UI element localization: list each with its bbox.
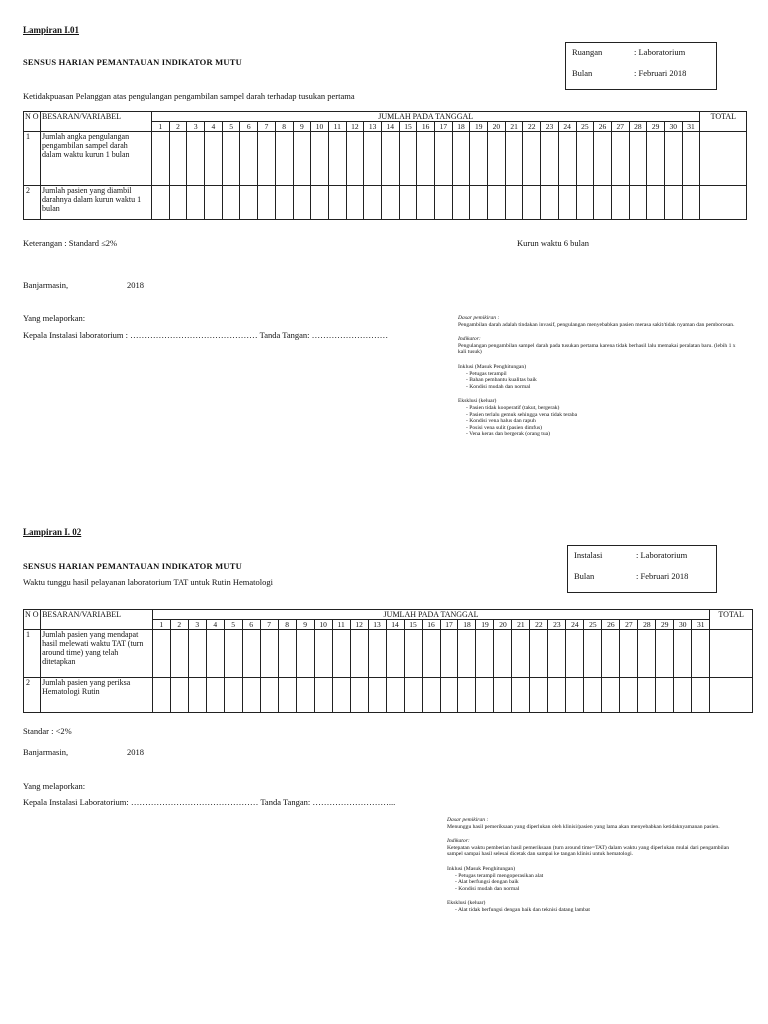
day-cell[interactable]	[242, 630, 260, 678]
day-cell[interactable]	[328, 132, 346, 186]
day-cell[interactable]	[275, 186, 293, 220]
day-cell[interactable]	[346, 186, 364, 220]
day-cell[interactable]	[584, 678, 602, 713]
day-cell[interactable]	[386, 678, 404, 713]
day-cell[interactable]	[224, 630, 242, 678]
day-cell[interactable]	[476, 630, 494, 678]
day-header: 5	[224, 620, 242, 630]
day-cell[interactable]	[399, 186, 417, 220]
dasar-pemikiran-heading: Dasar pemikiran :	[447, 817, 489, 823]
day-cell[interactable]	[206, 678, 224, 713]
day-header: 23	[548, 620, 566, 630]
list-item: - Pasien tidak kooperatif (takut, bergerak)	[466, 405, 738, 412]
day-header: 6	[240, 122, 258, 132]
row-variable: Jumlah angka pengulangan pengambilan sampel darah dalam waktu kurun 1 bulan	[41, 132, 152, 186]
day-cell[interactable]	[293, 186, 311, 220]
day-cell[interactable]	[611, 186, 629, 220]
notes-block-2	[447, 817, 737, 914]
row-number: 2	[24, 186, 41, 220]
day-header: 3	[187, 122, 205, 132]
lampiran-label-2: Lampiran I. 02	[23, 527, 82, 537]
indikator-text: Pengulangan pengambilan sampel darah pada tusukan pertama karena tidak berhasil lalu memakai peralatan baru. (lebih 1 x kali tusuk)	[458, 342, 736, 356]
reporter-label-1: Yang melaporkan:	[23, 313, 86, 323]
day-cell[interactable]	[674, 678, 692, 713]
total-cell[interactable]	[700, 186, 747, 220]
day-cell[interactable]	[558, 132, 576, 186]
header-variable: BESARAN/VARIABEL	[41, 610, 153, 630]
day-header: 27	[620, 620, 638, 630]
row-variable: Jumlah pasien yang diambil darahnya dalam kurun waktu 1 bulan	[41, 186, 152, 220]
list-item: - Kondisi mudah dan normal	[466, 384, 738, 391]
total-cell[interactable]	[710, 630, 753, 678]
day-cell[interactable]	[602, 630, 620, 678]
day-header: 25	[576, 122, 594, 132]
day-cell[interactable]	[314, 678, 332, 713]
day-header: 15	[399, 122, 417, 132]
day-cell[interactable]	[620, 630, 638, 678]
day-cell[interactable]	[638, 630, 656, 678]
day-header: 8	[275, 122, 293, 132]
day-cell[interactable]	[594, 132, 612, 186]
day-header: 2	[170, 620, 188, 630]
day-cell[interactable]	[293, 132, 311, 186]
day-cell[interactable]	[488, 186, 506, 220]
day-cell[interactable]	[364, 132, 382, 186]
indikator-heading: Indikator:	[447, 838, 470, 845]
year-text-1: 2018	[127, 280, 144, 290]
header-total: TOTAL	[700, 112, 747, 132]
day-cell[interactable]	[548, 678, 566, 713]
day-cell[interactable]	[452, 132, 470, 186]
day-cell[interactable]	[169, 132, 187, 186]
inklusi-list	[458, 371, 738, 391]
day-cell[interactable]	[328, 186, 346, 220]
day-cell[interactable]	[296, 678, 314, 713]
day-cell[interactable]	[494, 678, 512, 713]
day-cell[interactable]	[386, 630, 404, 678]
day-header: 12	[350, 620, 368, 630]
day-cell[interactable]	[512, 678, 530, 713]
day-header: 6	[242, 620, 260, 630]
day-cell[interactable]	[417, 186, 435, 220]
day-header: 4	[205, 122, 223, 132]
census-table-2	[23, 609, 753, 713]
day-cell[interactable]	[188, 630, 206, 678]
dasar-pemikiran-heading: Dasar pemikiran :	[458, 315, 500, 321]
day-header: 30	[674, 620, 692, 630]
day-cell[interactable]	[566, 630, 584, 678]
day-header: 1	[152, 620, 170, 630]
day-cell[interactable]	[278, 678, 296, 713]
day-header: 26	[594, 122, 612, 132]
table-row	[24, 132, 747, 186]
day-cell[interactable]	[222, 132, 240, 186]
day-header: 22	[523, 122, 541, 132]
day-header: 17	[440, 620, 458, 630]
day-header: 18	[458, 620, 476, 630]
header-no: N O	[24, 112, 41, 132]
day-header: 24	[566, 620, 584, 630]
day-header: 31	[692, 620, 710, 630]
info-value-bulan: : Februari 2018	[634, 68, 687, 78]
day-cell[interactable]	[205, 132, 223, 186]
day-cell[interactable]	[494, 630, 512, 678]
day-cell[interactable]	[541, 132, 559, 186]
day-cell[interactable]	[476, 678, 494, 713]
info-label-instalasi: Instalasi	[574, 550, 603, 560]
day-cell[interactable]	[664, 186, 682, 220]
day-cell[interactable]	[368, 678, 386, 713]
day-cell[interactable]	[548, 630, 566, 678]
day-cell[interactable]	[242, 678, 260, 713]
day-cell[interactable]	[275, 132, 293, 186]
eksklusi-list	[447, 907, 737, 914]
day-cell[interactable]	[422, 630, 440, 678]
place-text-1: Banjarmasin,	[23, 280, 69, 290]
day-cell[interactable]	[311, 186, 329, 220]
header-jumlah-pada-tanggal: JUMLAH PADA TANGGAL	[152, 112, 700, 122]
form-subtitle-2: Waktu tunggu hasil pelayanan laboratorium TAT untuk Rutin Hematologi	[23, 577, 273, 587]
day-cell[interactable]	[638, 678, 656, 713]
day-header: 13	[364, 122, 382, 132]
inklusi-list	[447, 873, 737, 893]
header-variable: BESARAN/VARIABEL	[41, 112, 152, 132]
day-cell[interactable]	[558, 186, 576, 220]
day-cell[interactable]	[332, 678, 350, 713]
day-header: 11	[332, 620, 350, 630]
row-variable: Jumlah pasien yang periksa Hematologi Rutin	[41, 678, 153, 713]
signature-line-2: Kepala Instalasi Laboratorium: ……………………………………… Tanda Tangan: ………………………...	[23, 797, 396, 807]
inklusi-heading: Inklusi (Masuk Penghitungan)	[447, 865, 516, 872]
list-item: - Kondisi mudah dan normal	[455, 886, 737, 893]
day-cell[interactable]	[205, 186, 223, 220]
day-header: 27	[611, 122, 629, 132]
day-cell[interactable]	[629, 132, 647, 186]
day-cell[interactable]	[152, 630, 170, 678]
day-cell[interactable]	[368, 630, 386, 678]
day-header: 19	[476, 620, 494, 630]
day-cell[interactable]	[488, 132, 506, 186]
day-header: 20	[494, 620, 512, 630]
indikator-text: Ketepatan waktu pemberian hasil pemeriksaan (turn around time=TAT) dalam waktu yang diperlukan mulai dari pengambilan sampel sampai hasil selesai dicetak dan sampai ke tangan klinisi untuk hematologi.	[447, 844, 729, 858]
day-header: 15	[404, 620, 422, 630]
day-cell[interactable]	[169, 186, 187, 220]
eksklusi-list	[458, 405, 738, 438]
day-cell[interactable]	[240, 132, 258, 186]
day-cell[interactable]	[576, 186, 594, 220]
day-cell[interactable]	[682, 186, 700, 220]
day-cell[interactable]	[505, 186, 523, 220]
day-header: 16	[417, 122, 435, 132]
day-header: 12	[346, 122, 364, 132]
day-cell[interactable]	[417, 132, 435, 186]
table-row	[24, 186, 747, 220]
day-header: 8	[278, 620, 296, 630]
day-header: 1	[152, 122, 170, 132]
dasar-pemikiran-text: Menunggu hasil pemeriksaan yang diperlukan oleh klinisi/pasien yang lama akan menyebabkan ketidaknyamanan pasien.	[447, 823, 720, 830]
day-header: 17	[435, 122, 453, 132]
day-cell[interactable]	[523, 186, 541, 220]
day-cell[interactable]	[470, 132, 488, 186]
lampiran-label-1: Lampiran I.01	[23, 25, 80, 35]
kurun-waktu-text: Kurun waktu 6 bulan	[517, 238, 590, 248]
day-cell[interactable]	[187, 132, 205, 186]
reporter-label-2: Yang melaporkan:	[23, 781, 86, 791]
day-cell[interactable]	[152, 132, 170, 186]
day-cell[interactable]	[222, 186, 240, 220]
row-number: 2	[24, 678, 41, 713]
day-cell[interactable]	[576, 132, 594, 186]
day-header: 4	[206, 620, 224, 630]
day-header: 9	[293, 122, 311, 132]
list-item: - Vena keras dan bergerak (orang tua)	[466, 431, 738, 438]
day-cell[interactable]	[458, 630, 476, 678]
day-header: 13	[368, 620, 386, 630]
day-cell[interactable]	[692, 678, 710, 713]
list-item: - Petugas terampil	[466, 371, 738, 378]
day-header: 29	[656, 620, 674, 630]
day-cell[interactable]	[674, 630, 692, 678]
list-item: - Alat berfungsi dengan baik	[455, 879, 737, 886]
day-cell[interactable]	[188, 678, 206, 713]
day-cell[interactable]	[523, 132, 541, 186]
standar-text: Standar : <2%	[23, 726, 72, 736]
day-header: 3	[188, 620, 206, 630]
day-header: 7	[260, 620, 278, 630]
day-cell[interactable]	[346, 132, 364, 186]
day-cell[interactable]	[452, 186, 470, 220]
day-cell[interactable]	[381, 132, 399, 186]
day-header: 28	[638, 620, 656, 630]
day-cell[interactable]	[260, 678, 278, 713]
day-cell[interactable]	[170, 678, 188, 713]
keterangan-text: Keterangan : Standard ≤2%	[23, 238, 118, 248]
day-cell[interactable]	[350, 678, 368, 713]
day-cell[interactable]	[656, 630, 674, 678]
day-cell[interactable]	[656, 678, 674, 713]
day-cell[interactable]	[260, 630, 278, 678]
day-cell[interactable]	[505, 132, 523, 186]
day-cell[interactable]	[692, 630, 710, 678]
day-cell[interactable]	[647, 186, 665, 220]
list-item: - Posisi vena sulit (pasien dimfus)	[466, 425, 738, 432]
day-header: 10	[314, 620, 332, 630]
info-label-ruangan: Ruangan	[572, 47, 603, 57]
day-cell[interactable]	[530, 630, 548, 678]
day-cell[interactable]	[152, 186, 170, 220]
list-item: - Petugas terampil mengoperasikan alat	[455, 873, 737, 880]
table-row	[24, 678, 753, 713]
day-cell[interactable]	[629, 186, 647, 220]
row-variable: Jumlah pasien yang mendapat hasil melewati waktu TAT (turn around time) yang telah ditetapkan	[41, 630, 153, 678]
day-cell[interactable]	[206, 630, 224, 678]
day-cell[interactable]	[435, 132, 453, 186]
day-cell[interactable]	[240, 186, 258, 220]
day-header: 2	[169, 122, 187, 132]
day-cell[interactable]	[404, 678, 422, 713]
info-label-bulan-2: Bulan	[574, 571, 595, 581]
day-cell[interactable]	[422, 678, 440, 713]
day-header: 28	[629, 122, 647, 132]
day-header: 31	[682, 122, 700, 132]
day-cell[interactable]	[440, 630, 458, 678]
day-cell[interactable]	[258, 132, 276, 186]
day-cell[interactable]	[458, 678, 476, 713]
list-item: - Alat tidak berfungsi dengan baik dan teknisi datang lambat	[455, 907, 737, 914]
day-cell[interactable]	[224, 678, 242, 713]
info-box-1	[565, 42, 717, 90]
year-text-2: 2018	[127, 747, 144, 757]
info-label-bulan: Bulan	[572, 68, 593, 78]
row-number: 1	[24, 132, 41, 186]
day-header: 23	[541, 122, 559, 132]
day-header: 14	[386, 620, 404, 630]
info-value-instalasi: : Laboratorium	[636, 550, 688, 560]
day-cell[interactable]	[440, 678, 458, 713]
inklusi-heading: Inklusi (Masuk Penghitungan)	[458, 363, 527, 370]
day-header: 14	[381, 122, 399, 132]
header-no: N O	[24, 610, 41, 630]
day-header: 24	[558, 122, 576, 132]
day-cell[interactable]	[314, 630, 332, 678]
day-header: 18	[452, 122, 470, 132]
day-cell[interactable]	[350, 630, 368, 678]
day-header: 21	[512, 620, 530, 630]
list-item: - Pasien terlalu gemuk sehingga vena tidak teraba	[466, 412, 738, 419]
day-cell[interactable]	[381, 186, 399, 220]
day-header: 16	[422, 620, 440, 630]
day-cell[interactable]	[170, 630, 188, 678]
day-cell[interactable]	[152, 678, 170, 713]
day-cell[interactable]	[470, 186, 488, 220]
day-cell[interactable]	[187, 186, 205, 220]
day-cell[interactable]	[541, 186, 559, 220]
day-header: 11	[328, 122, 346, 132]
day-cell[interactable]	[364, 186, 382, 220]
census-table-1	[23, 111, 747, 220]
day-header: 29	[647, 122, 665, 132]
day-cell[interactable]	[611, 132, 629, 186]
day-cell[interactable]	[664, 132, 682, 186]
form-title-2: SENSUS HARIAN PEMANTAUAN INDIKATOR MUTU	[23, 561, 242, 571]
info-value-bulan-2: : Februari 2018	[636, 571, 689, 581]
indikator-heading: Indikator:	[458, 336, 481, 343]
list-item: - Bahan pembantu kualitas baik	[466, 377, 738, 384]
eksklusi-heading: Eksklusi (keluar)	[447, 900, 486, 907]
day-cell[interactable]	[332, 630, 350, 678]
day-cell[interactable]	[530, 678, 548, 713]
day-cell[interactable]	[404, 630, 422, 678]
day-header: 5	[222, 122, 240, 132]
info-box-2	[567, 545, 717, 593]
signature-line-1: Kepala Instalasi laboratorium : ……………………………………… Tanda Tangan: ………………………	[23, 330, 389, 340]
day-cell[interactable]	[620, 678, 638, 713]
place-text-2: Banjarmasin,	[23, 747, 69, 757]
day-cell[interactable]	[399, 132, 417, 186]
day-cell[interactable]	[584, 630, 602, 678]
day-cell[interactable]	[435, 186, 453, 220]
day-cell[interactable]	[296, 630, 314, 678]
day-header: 21	[505, 122, 523, 132]
day-header: 19	[470, 122, 488, 132]
dasar-pemikiran-text: Pengambilan darah adalah tindakan invasif, pengulangan menyebabkan pasien merasa sakit/tidak nyaman dan pemborosan.	[458, 321, 735, 328]
row-number: 1	[24, 630, 41, 678]
list-item: - Kondisi vena halus dan rapuh	[466, 418, 738, 425]
table-row	[24, 630, 753, 678]
day-cell[interactable]	[512, 630, 530, 678]
day-header: 25	[584, 620, 602, 630]
form-title-1: SENSUS HARIAN PEMANTAUAN INDIKATOR MUTU	[23, 57, 242, 67]
total-cell[interactable]	[700, 132, 747, 186]
day-header: 26	[602, 620, 620, 630]
day-cell[interactable]	[594, 186, 612, 220]
day-header: 7	[258, 122, 276, 132]
day-header: 30	[664, 122, 682, 132]
day-cell[interactable]	[682, 132, 700, 186]
day-header: 22	[530, 620, 548, 630]
header-jumlah-pada-tanggal: JUMLAH PADA TANGGAL	[152, 610, 710, 620]
form-subtitle-1: Ketidakpuasan Pelanggan atas pengulangan pengambilan sampel darah terhadap tusukan pertama	[23, 91, 355, 101]
day-cell[interactable]	[566, 678, 584, 713]
day-header: 10	[311, 122, 329, 132]
notes-block-1	[458, 315, 738, 438]
info-value-ruangan: : Laboratorium	[634, 47, 686, 57]
day-header: 20	[488, 122, 506, 132]
day-header: 9	[296, 620, 314, 630]
day-cell[interactable]	[311, 132, 329, 186]
total-cell[interactable]	[710, 678, 753, 713]
day-cell[interactable]	[602, 678, 620, 713]
day-cell[interactable]	[278, 630, 296, 678]
day-cell[interactable]	[647, 132, 665, 186]
day-cell[interactable]	[258, 186, 276, 220]
header-total: TOTAL	[710, 610, 753, 630]
eksklusi-heading: Eksklusi (keluar)	[458, 398, 497, 405]
